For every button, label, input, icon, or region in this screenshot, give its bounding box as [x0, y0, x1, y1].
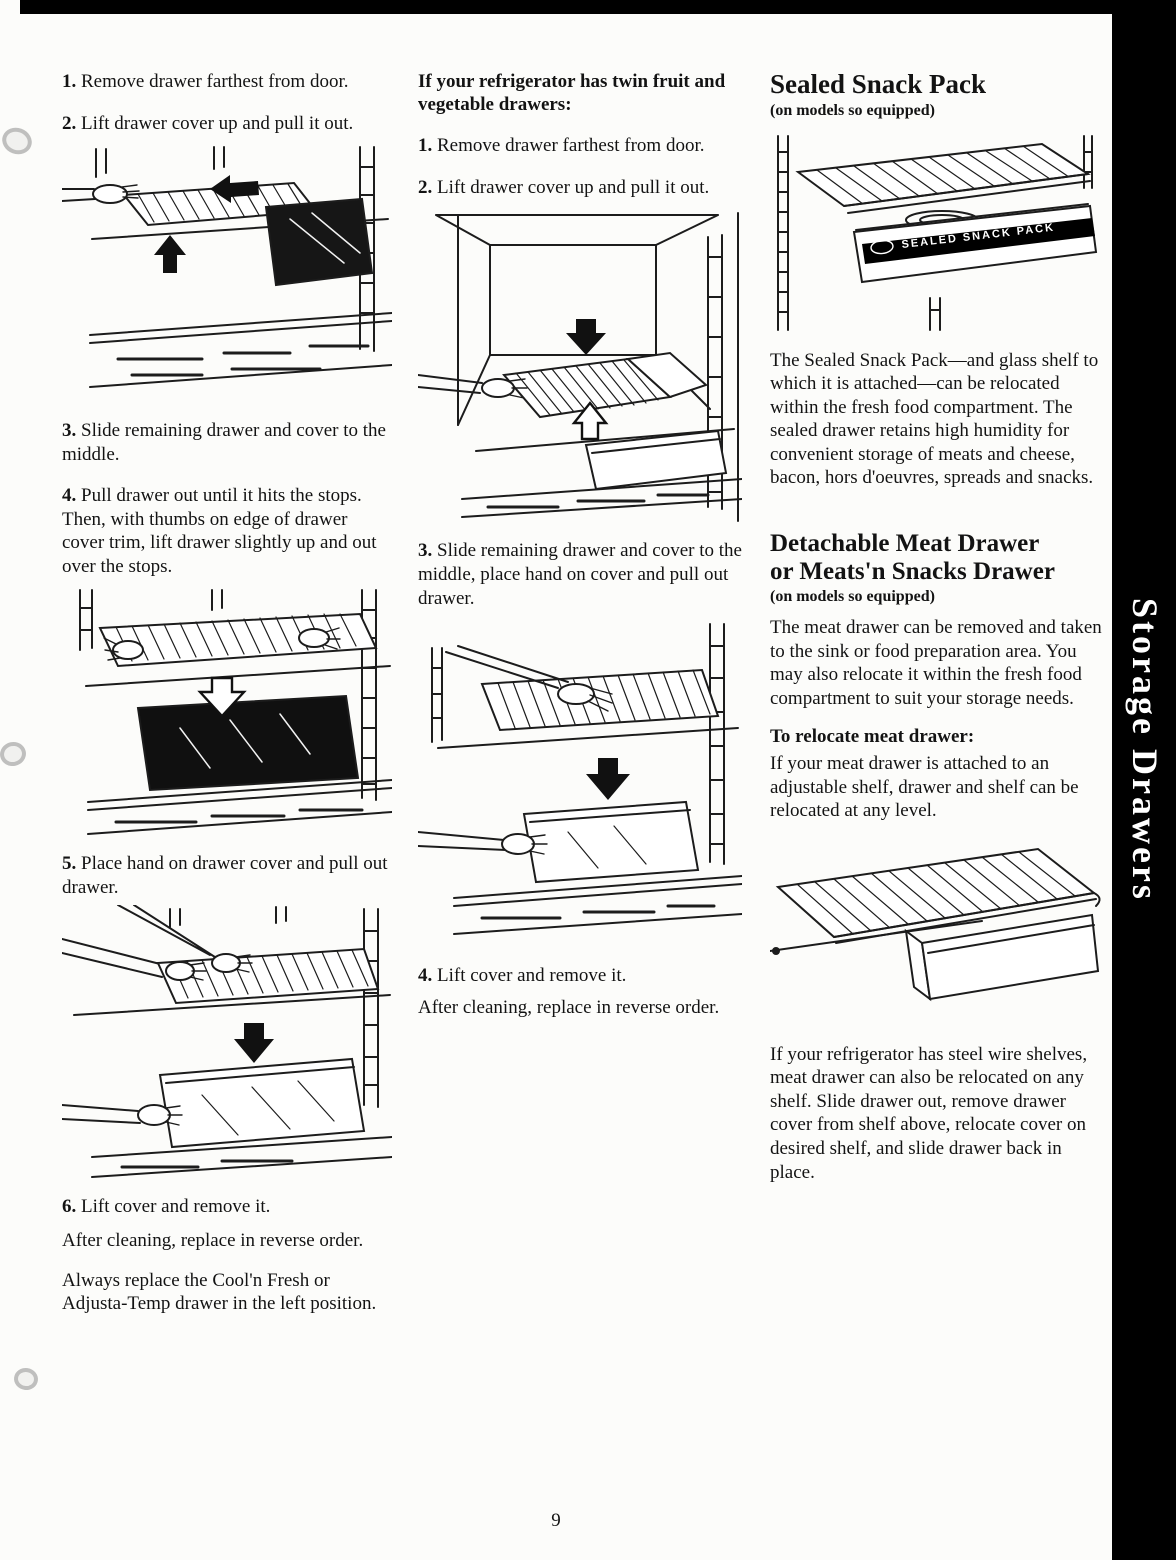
- column-snack-pack-meat-drawer: [770, 70, 1102, 1200]
- page-top-rule: [20, 0, 1176, 14]
- step-number: 6.: [62, 1196, 77, 1218]
- after-cleaning-note: After cleaning, replace in reverse order.: [62, 1230, 364, 1252]
- arrow-up-icon: [154, 235, 186, 273]
- step-text: Lift cover and remove it.: [81, 1196, 271, 1218]
- step-number: 3.: [418, 540, 433, 562]
- step-number: 1.: [418, 135, 433, 157]
- figure-twin-lift-cover: [418, 207, 742, 525]
- relocate-paragraph: If your meat drawer is attached to an adjustable shelf, drawer and shelf can be relocated at any level.: [770, 753, 1079, 822]
- page-number: 9: [551, 1510, 561, 1531]
- hand-illustration: [62, 1105, 182, 1125]
- step-text: Slide remaining drawer and cover to the middle, place hand on cover and pull out drawer.: [418, 540, 742, 609]
- snack-pack-heading: Sealed Snack Pack: [770, 69, 987, 99]
- snack-pack-label: SEALED SNACK PACK: [900, 221, 1056, 251]
- illustration-meat-drawer-shelf: [770, 841, 1102, 1029]
- step-number: 5.: [62, 853, 77, 875]
- snack-pack-subnote: (on models so equipped): [770, 101, 935, 119]
- figure-sealed-snack-pack: [770, 130, 1102, 335]
- step-text: Remove drawer farthest from door.: [81, 71, 349, 92]
- illustration-remove-cover: [62, 143, 392, 405]
- step-text: Remove drawer farthest from door.: [437, 135, 705, 157]
- meat-drawer-heading-line2: or Meats'n Snacks Drawer: [770, 557, 1055, 585]
- column-single-drawer-steps: [62, 70, 392, 1332]
- arrow-down-icon: [234, 1023, 274, 1063]
- step-number: 4.: [418, 965, 433, 987]
- step-number: 3.: [62, 420, 77, 442]
- column-twin-drawer-steps: [418, 70, 742, 1035]
- step-text: Place hand on drawer cover and pull out drawer.: [62, 853, 388, 898]
- step-number: 1.: [62, 71, 77, 92]
- twin-drawers-heading: If your refrigerator has twin fruit and vegetable drawers:: [418, 71, 726, 116]
- step-5: [62, 852, 392, 899]
- section-tab-label: Storage Drawers: [1125, 598, 1165, 902]
- step-1: [418, 134, 742, 158]
- hand-illustration: [418, 832, 547, 854]
- step-6: [62, 1195, 392, 1219]
- meat-drawer-heading: [770, 530, 1102, 586]
- scan-smudge: [0, 124, 36, 159]
- step-text: Lift drawer cover up and pull it out.: [437, 176, 710, 198]
- scan-smudge: [0, 740, 28, 769]
- figure-meat-drawer-shelf: [770, 841, 1102, 1029]
- step-number: 2.: [62, 112, 77, 134]
- step-3: [418, 539, 742, 610]
- illustration-twin-pull-drawer: [418, 618, 742, 950]
- arrow-down-icon: [566, 319, 606, 355]
- always-replace-note: Always replace the Cool'n Fresh or Adjusta-Temp drawer in the left position.: [62, 1269, 377, 1315]
- wire-shelves-paragraph: If your refrigerator has steel wire shelves, meat drawer can also be relocated on any shelf. Slide drawer out, remove drawer cover from shelf above, relocate cover on desired shelf, and slide drawer back in place.: [770, 1043, 1088, 1183]
- step-1: [62, 70, 392, 94]
- figure-lift-cover-out: [62, 143, 392, 405]
- illustration-sealed-snack-pack: [770, 130, 1102, 335]
- step-text: Lift cover and remove it.: [437, 965, 627, 987]
- relocate-subhead: To relocate meat drawer:: [770, 726, 975, 748]
- step-number: 4.: [62, 485, 77, 507]
- figure-pull-out-drawer: [62, 905, 392, 1181]
- illustration-pull-drawer: [62, 905, 392, 1181]
- illustration-thumbs-on-cover: [62, 586, 392, 838]
- meat-drawer-paragraph: The meat drawer can be removed and taken to the sink or food preparation area. You may also relocate it within the fresh food compartment to suit your storage needs.: [770, 616, 1102, 709]
- step-text: Lift drawer cover up and pull it out.: [81, 112, 354, 134]
- step-3: [62, 419, 392, 466]
- figure-twin-pull-drawer: [418, 618, 742, 950]
- figure-lift-drawer-over-stops: [62, 586, 392, 838]
- meat-drawer-heading-line1: Detachable Meat Drawer: [770, 529, 1040, 557]
- step-text: Pull drawer out until it hits the stops. Then, with thumbs on edge of drawer cover trim, lift drawer slightly up and out over the stops.: [62, 485, 377, 577]
- step-text: Slide remaining drawer and cover to the middle.: [62, 420, 386, 465]
- step-2: [62, 112, 392, 136]
- step-2: [418, 176, 742, 200]
- after-cleaning-note: After cleaning, replace in reverse order.: [418, 996, 720, 1018]
- meat-drawer-subnote: (on models so equipped): [770, 587, 935, 605]
- arrow-down-icon: [586, 758, 630, 800]
- snack-pack-paragraph: The Sealed Snack Pack—and glass shelf to which it is attached—can be relocated within the fresh food compartment. The sealed drawer retains high humidity for convenient storage of meats and cheese, bacon, hors d'oeuvres, spreads and snacks.: [770, 349, 1099, 489]
- scan-smudge: [13, 1366, 40, 1391]
- step-4: [418, 964, 742, 988]
- illustration-twin-remove-cover: [418, 207, 742, 525]
- step-4: [62, 484, 392, 578]
- step-number: 2.: [418, 176, 433, 198]
